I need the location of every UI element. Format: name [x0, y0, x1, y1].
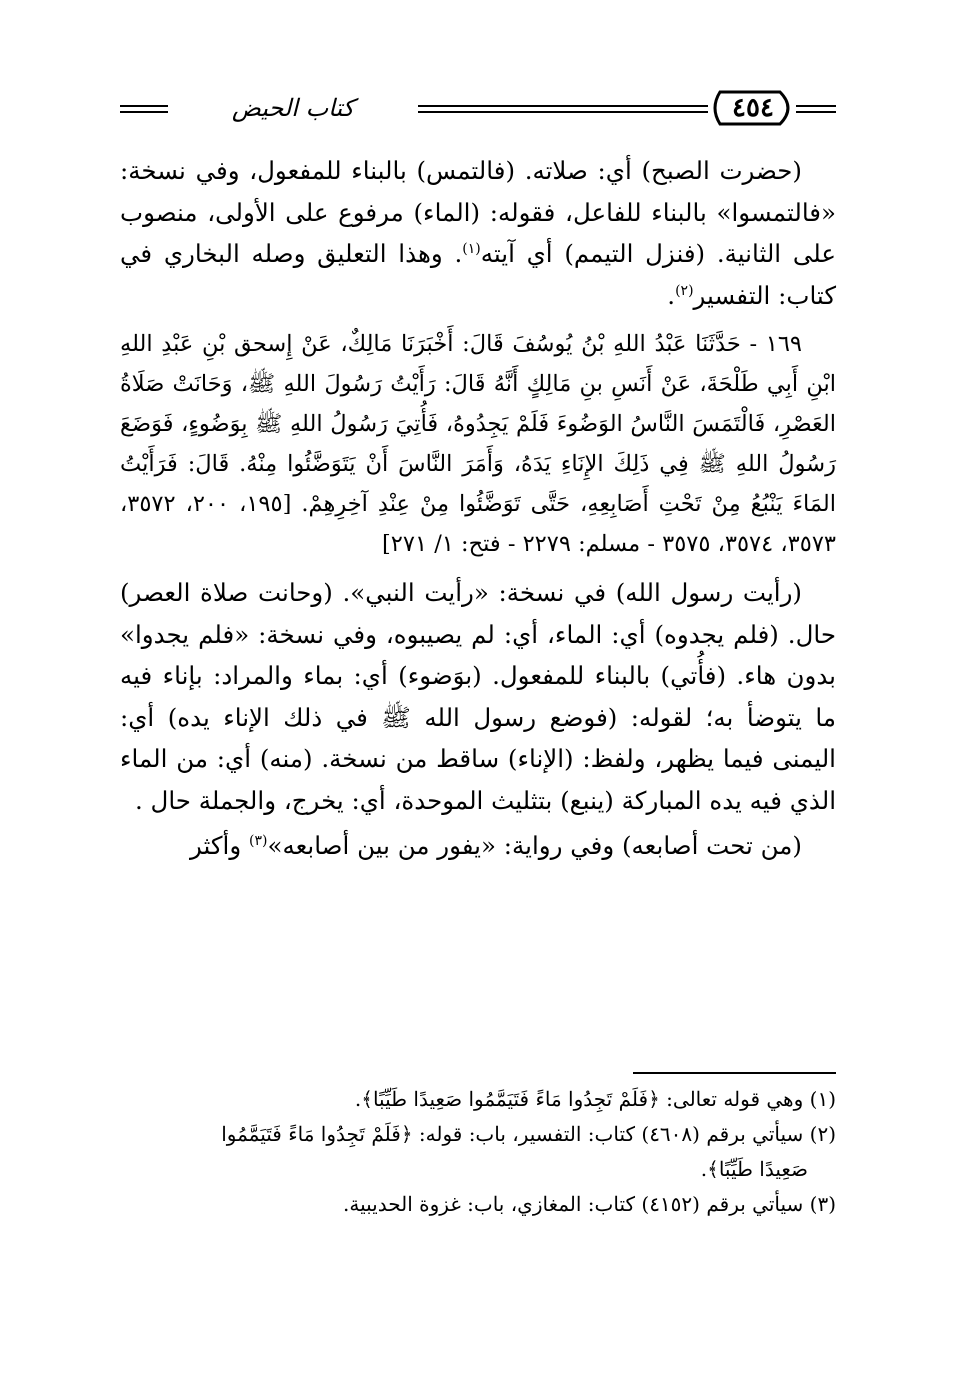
commentary-paragraph-3 — [120, 825, 836, 867]
footnote-ref-2: (٢) — [675, 282, 694, 299]
para1-text-mid: . وهذا التعليق وصله البخاري في كتاب: التفسير — [120, 239, 836, 310]
commentary-paragraph-2: (رأيت رسول الله) في نسخة: «رأيت النبي». (وحانت صلاة العصر) حال. (فلم يجدوه) أي: الماء، أي: لم يصيبوه، وفي نسخة: «فلم يجدوا» بدون هاء. (فأُتي) بالبناء للمفعول. (بوَضوء) أي: بماء والمراد: بإناء فيه ما يتوضأ به؛ لقوله: (فوضع رسول الله ﷺ في ذلك الإناء يده) أي: اليمنى فيما يظهر، ولفظ: (الإناء) ساقط من نسخة. (منه) أي: من الماء الذي فيه يده المباركة (ينبع) بتثليث الموحدة، أي: يخرج، والجملة حال . — [120, 578, 836, 815]
footnote-ref-1: (١) — [462, 240, 481, 257]
footnote-3: (٣) سيأتي برقم (٤١٥٢) كتاب: المغازي، باب: غزوة الحديبية. — [343, 1192, 836, 1216]
para3-text: (من تحت أصابعه) وفي رواية: «يفور من بين أصابعه» — [267, 831, 802, 860]
header-rule-middle — [418, 105, 708, 107]
para1-text: (حضرت الصبح) أي: صلاته. (فالتمس) بالبناء للمفعول، وفي نسخة: «فالتمسوا» بالبناء للفاعل، فقوله: (الماء) مرفوع على الأولى، منصوب على الثانية. (فنزل التيمم) أي آيته — [120, 156, 836, 268]
para3-text-end: وأكثر — [189, 831, 249, 860]
footnote-2: (٢) سيأتي برقم (٤٦٠٨) كتاب: التفسير، باب: قوله: ﴿فَلَمْ تَجِدُوا مَاءً فَتَيَمَّمُوا — [221, 1122, 836, 1146]
footnote-separator — [633, 1072, 836, 1074]
header-rule-right — [796, 105, 836, 107]
page-number: ٤٥٤ — [732, 93, 774, 123]
main-text — [120, 150, 836, 867]
book-title: كتاب الحيض — [168, 92, 418, 124]
para1-text-end: . — [667, 280, 676, 310]
footnote-2-continuation: صَعِيدًا طَيِّبًا﴾. — [700, 1157, 808, 1181]
header-rule-middle-2 — [418, 111, 708, 113]
footnote-1: (١) وهي قوله تعالى: ﴿فَلَمْ تَجِدُوا مَاءً فَتَيَمَّمُوا صَعِيدًا طَيِّبًا﴾. — [354, 1087, 836, 1111]
page-number-frame — [708, 88, 798, 128]
header-rule-right-2 — [796, 111, 836, 113]
footnotes — [120, 1082, 836, 1222]
footnote-ref-3: (٣) — [248, 832, 268, 849]
running-header — [120, 88, 836, 130]
header-rule-left-2 — [120, 111, 168, 113]
hadith-text: ١٦٩ - حَدَّثَنَا عَبْدُ اللهِ بْنُ يُوسُفَ قَالَ: أَخْبَرَنَا مَالِكٌ، عَنْ إِسحق بْنِ عَبْدِ اللهِ ابْنِ أَبِي طَلْحَةَ، عَنْ أَنَسِ بنِ مَالِكٍ أَنَّهُ قَالَ: رَأَيْتُ رَسُولَ اللهِ ﷺ، وَحَانَتْ صَلَاةُ العَصْرِ، فَالْتَمَسَ النَّاسُ الوَضُوءَ فَلَمْ يَجِدُوهُ، فَأُتِيَ رَسُولُ اللهِ ﷺ بِوَضُوءٍ، فَوَضَعَ رَسُولُ اللهِ ﷺ فِي ذَلِكَ الإِنَاءِ يَدَهُ، وَأَمَرَ النَّاسَ أَنْ يَتَوَضَّئُوا مِنْهُ. قَالَ: فَرَأَيْتُ المَاءَ يَنْبُعُ مِنْ تَحْتِ أَصَابِعِهِ، حَتَّى تَوَضَّئُوا مِنْ عِنْدِ آخِرِهِمْ. [١٩٥، ٢٠٠، ٣٥٧٢، ٣٥٧٣، ٣٥٧٤، ٣٥٧٥ - مسلم: ٢٢٧٩ - فتح: ١/ ٢٧١] — [120, 331, 836, 557]
header-rule-left — [120, 105, 168, 107]
commentary-paragraph-1 — [120, 150, 836, 316]
